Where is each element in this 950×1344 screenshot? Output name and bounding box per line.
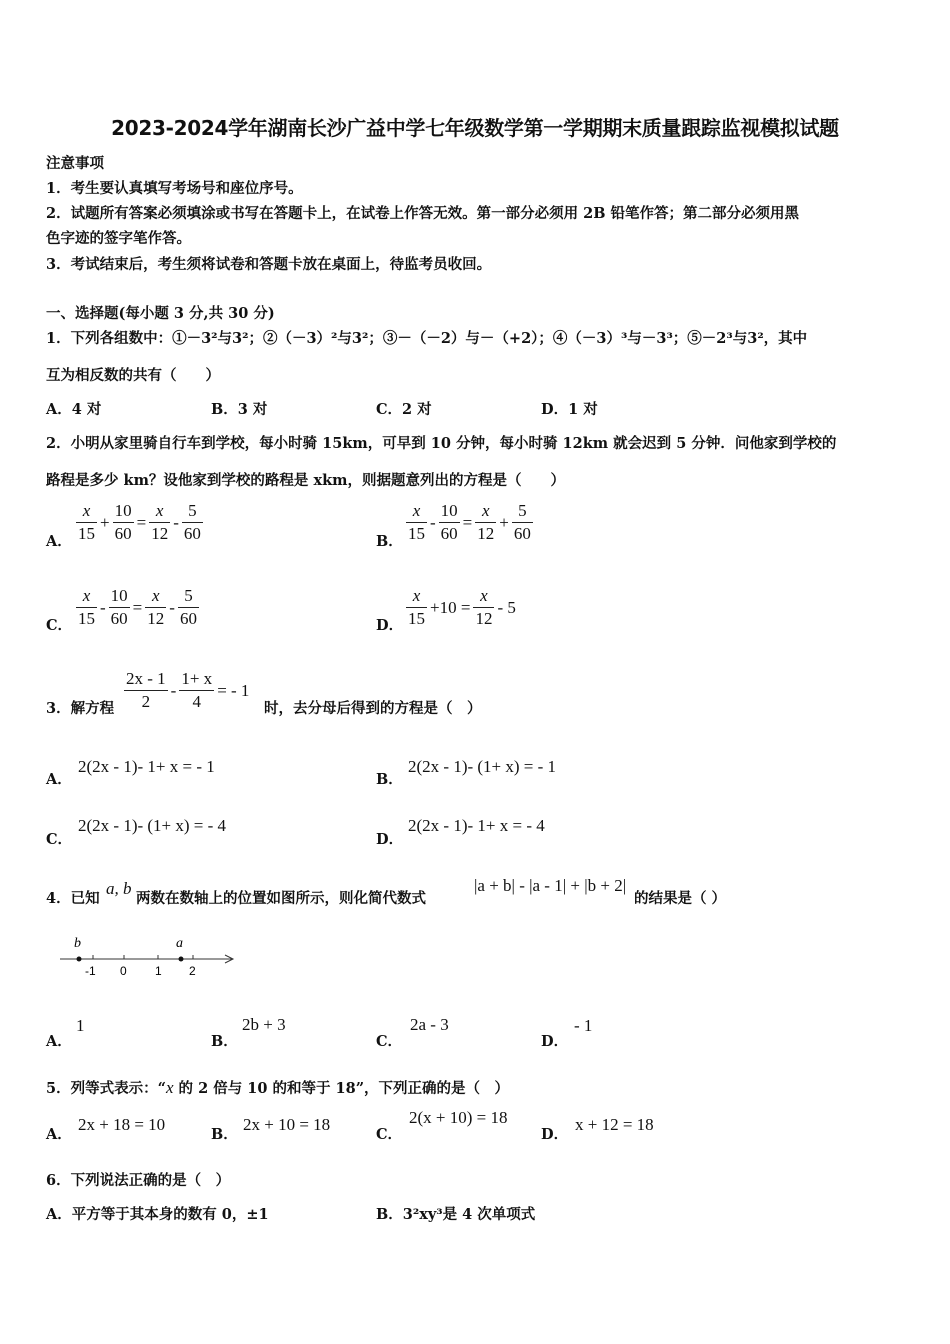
question-3-suffix: 时，去分母后得到的方程是（ ） xyxy=(264,700,482,717)
q1-option-c: C．2 对 xyxy=(376,401,432,418)
q4-label-a: A． xyxy=(46,1033,72,1050)
number-line-figure xyxy=(55,930,245,980)
q3-equation: $\frac{2x - 1}{2}$ - $\frac{1+ x}{4}$ = - 1 xyxy=(126,669,250,711)
question-4-middle: 两数在数轴上的位置如图所示，则化简代数式 xyxy=(136,890,426,907)
q3-label-d: D． xyxy=(376,831,404,848)
q3-label-a: A． xyxy=(46,771,72,788)
q5-option-d: x + 12 = 18 xyxy=(575,1115,654,1134)
tick-label: -1 xyxy=(85,964,96,978)
notice-item: 1．考生要认真填写考场号和座位序号。 xyxy=(46,180,303,197)
q4-option-c: 2a - 3 xyxy=(410,1015,449,1034)
q3-label-c: C． xyxy=(46,831,73,848)
question-1-stem-cont: 互为相反数的共有（ ） xyxy=(46,367,220,384)
q2-label-b: B． xyxy=(376,533,403,550)
q4-vars: a, b xyxy=(106,879,132,898)
question-4-suffix: 的结果是（ ） xyxy=(634,890,727,907)
notice-item: 3．考试结束后，考生须将试卷和答题卡放在桌面上，待监考员收回。 xyxy=(46,256,492,273)
q5-label-d: D． xyxy=(541,1126,569,1143)
notice-heading: 注意事项 xyxy=(46,155,104,172)
question-1-stem: 1．下列各组数中：①－3²与3²；②（－3）²与3²；③－（－2）与－（+2）；④（－3）³与－3³；⑤－2³与3²，其中 xyxy=(46,330,808,347)
q4-option-a: 1 xyxy=(76,1016,85,1035)
q5-label-b: B． xyxy=(211,1126,238,1143)
q2-label-c: C． xyxy=(46,617,73,634)
tick-label: 0 xyxy=(120,964,127,978)
q5-label-a: A． xyxy=(46,1126,72,1143)
q1-option-a: A．4 对 xyxy=(46,401,102,418)
section-heading: 一、选择题(每小题 3 分,共 30 分) xyxy=(46,305,275,322)
q2-option-a-equation: $\frac{x}{15}$ + $\frac{10}{60}$ = $\frac{x}{12}$ - $\frac{5}{60}$ xyxy=(78,501,201,543)
notice-item: 2．试题所有答案必须填涂或书写在答题卡上，在试卷上作答无效。第一部分必须用 2B 铅笔作答；第二部分必须用黑 xyxy=(46,205,800,222)
q2-label-d: D． xyxy=(376,617,404,634)
q5-label-c: C． xyxy=(376,1126,403,1143)
q1-option-d: D．1 对 xyxy=(541,401,598,418)
q3-option-c: 2(2x - 1)- (1+ x) = - 4 xyxy=(78,816,227,835)
q2-label-a: A． xyxy=(46,533,72,550)
q6-option-a: A．平方等于其本身的数有 0，±1 xyxy=(46,1206,269,1223)
question-2-stem: 2．小明从家里骑自行车到学校，每小时骑 15km，可早到 10 分钟，每小时骑 12km 就会迟到 5 分钟．问他家到学校的 xyxy=(46,435,837,452)
q6-option-b: B．3²xy³是 4 次单项式 xyxy=(376,1206,536,1223)
q4-option-b: 2b + 3 xyxy=(242,1015,286,1034)
point-a xyxy=(179,957,184,962)
q4-expression: |a + b| - |a - 1| + |b + 2| xyxy=(474,876,627,895)
question-3-prefix: 3．解方程 xyxy=(46,700,115,717)
q3-option-a: 2(2x - 1)- 1+ x = - 1 xyxy=(78,757,215,776)
point-a-label: a xyxy=(176,936,183,951)
q4-label-d: D． xyxy=(541,1033,569,1050)
point-b-label: b xyxy=(74,936,81,951)
question-2-stem-cont: 路程是多少 km？设他家到学校的路程是 xkm，则据题意列出的方程是（ ） xyxy=(46,472,566,489)
question-6-stem: 6．下列说法正确的是（ ） xyxy=(46,1172,231,1189)
point-b xyxy=(77,957,82,962)
q2-option-b-equation: $\frac{x}{15}$ - $\frac{10}{60}$ = $\frac{x}{12}$ + $\frac{5}{60}$ xyxy=(408,501,531,543)
q5-option-b: 2x + 10 = 18 xyxy=(243,1115,331,1134)
q3-option-d: 2(2x - 1)- 1+ x = - 4 xyxy=(408,816,545,835)
page-title: 2023-2024学年湖南长沙广益中学七年级数学第一学期期末质量跟踪监视模拟试题 xyxy=(111,116,839,140)
q5-option-c: 2(x + 10) = 18 xyxy=(409,1108,508,1127)
tick-label: 2 xyxy=(189,964,196,978)
question-5-stem: 5．列等式表示：“x 的 2 倍与 10 的和等于 18”，下列正确的是（ ） xyxy=(46,1078,510,1097)
q1-option-b: B．3 对 xyxy=(211,401,268,418)
q2-option-d-equation: $\frac{x}{15}$ +10 = $\frac{x}{12}$ - 5 xyxy=(408,586,516,628)
q4-label-b: B． xyxy=(211,1033,238,1050)
tick-label: 1 xyxy=(155,964,162,978)
question-4-prefix: 4．已知 xyxy=(46,890,100,907)
q2-option-c-equation: $\frac{x}{15}$ - $\frac{10}{60}$ = $\frac{x}{12}$ - $\frac{5}{60}$ xyxy=(78,586,197,628)
q3-label-b: B． xyxy=(376,771,403,788)
notice-item: 色字迹的签字笔作答。 xyxy=(46,230,191,247)
q3-option-b: 2(2x - 1)- (1+ x) = - 1 xyxy=(408,757,557,776)
q4-option-d: - 1 xyxy=(574,1016,593,1035)
q5-option-a: 2x + 18 = 10 xyxy=(78,1115,166,1134)
q4-label-c: C． xyxy=(376,1033,403,1050)
